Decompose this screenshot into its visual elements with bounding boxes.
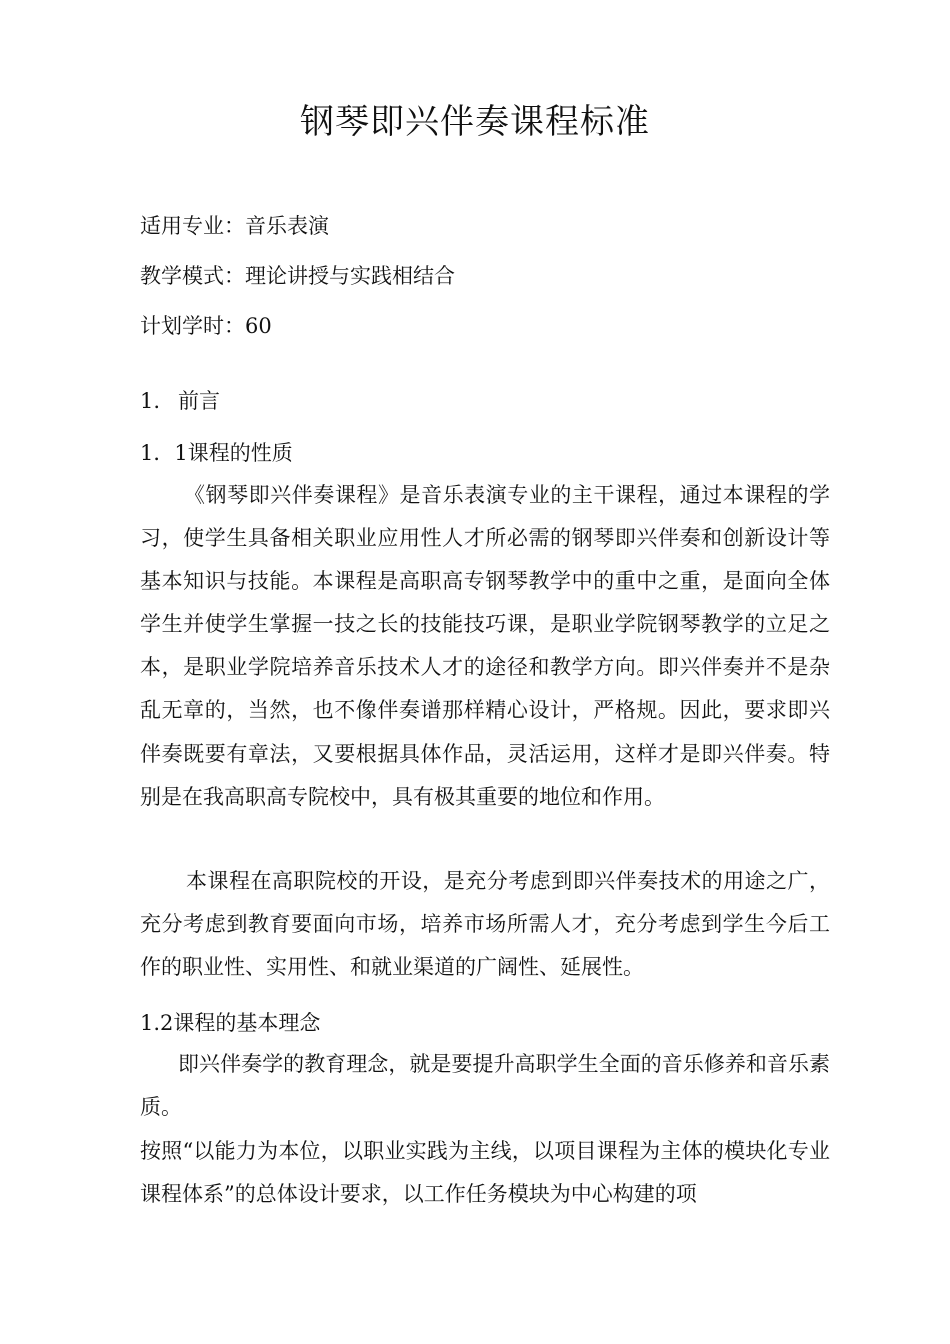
meta-applicable-major: 适用专业：音乐表演	[140, 214, 329, 238]
paragraph-course-nature-2: 本课程在高职院校的开设，是充分考虑到即兴伴奏技术的用途之广，充分考虑到教育要面向市场，培养市场所需人才，充分考虑到学生今后工作的职业性、实用性、和就业渠道的广阔性、延展性。	[140, 869, 830, 980]
meta-planned-hours: 计划学时：60	[140, 314, 272, 338]
document-title: 钢琴即兴伴奏课程标准	[300, 102, 650, 142]
subsection-heading-basic-concept: 1.2课程的基本理念	[140, 1011, 321, 1035]
paragraph-basic-concept-1: 即兴伴奏学的教育理念，就是要提升高职学生全面的音乐修养和音乐素质。	[140, 1052, 830, 1120]
meta-teaching-mode: 教学模式：理论讲授与实践相结合	[140, 264, 455, 288]
section-heading-text: 前言	[178, 389, 220, 413]
subsection-heading-course-nature: 1．1课程的性质	[140, 441, 293, 465]
section-number: 1.	[140, 389, 161, 413]
paragraph-basic-concept-2: 按照“以能力为本位，以职业实践为主线，以项目课程为主体的模块化专业课程体系”的总体设计要求，以工作任务模块为中心构建的项	[140, 1139, 830, 1207]
paragraph-course-nature-1: 《钢琴即兴伴奏课程》是音乐表演专业的主干课程，通过本课程的学习，使学生具备相关职业应用性人才所必需的钢琴即兴伴奏和创新设计等基本知识与技能。本课程是高职高专钢琴教学中的重中之重，是面向全体学生并使学生掌握一技之长的技能技巧课，是职业学院钢琴教学的立足之本，是职业学院培养音乐技术人才的途径和教学方向。即兴伴奏并不是杂乱无章的，当然，也不像伴奏谱那样精心设计，严格规。因此，要求即兴伴奏既要有章法，又要根据具体作品，灵活运用，这样才是即兴伴奏。特别是在我高职高专院校中，具有极其重要的地位和作用。	[140, 483, 830, 809]
section-heading-preface	[140, 386, 220, 416]
